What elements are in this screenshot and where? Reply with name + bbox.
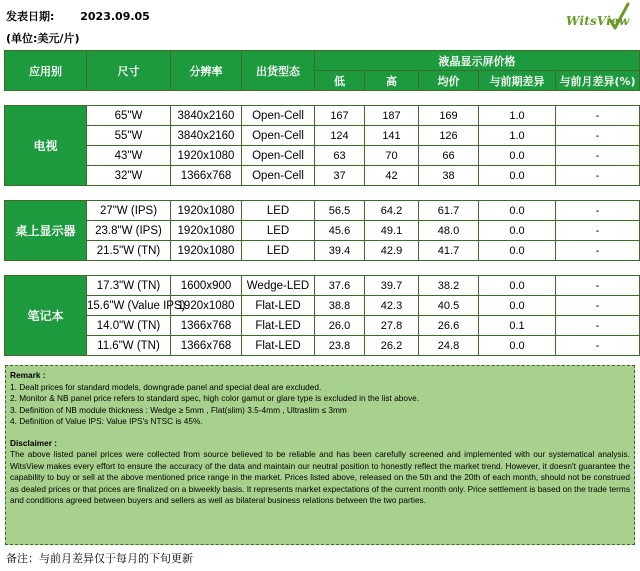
header-row-1: [5, 51, 640, 71]
cell-shipment: Open-Cell: [242, 146, 315, 166]
cell-vs-prev-month: -: [556, 316, 640, 336]
cell-size: 17.3"W (TN): [87, 276, 171, 296]
cell-high: 42: [365, 166, 419, 186]
remark-title: Remark :: [10, 370, 46, 380]
cell-vs-prev-month: -: [556, 221, 640, 241]
remark-item: 3. Definition of NB module thickness : Wedge ≥ 5mm , Flat(slim) 3.5-4mm , Ultraslim ≤ 3mm: [10, 404, 347, 415]
cell-resolution: 3840x2160: [171, 126, 242, 146]
cell-vs-prev-period: 1.0: [479, 106, 556, 126]
cell-shipment: LED: [242, 221, 315, 241]
cell-low: 124: [315, 126, 365, 146]
spacer-row: [5, 91, 640, 106]
cell-shipment: LED: [242, 201, 315, 221]
cell-low: 26.0: [315, 316, 365, 336]
cell-avg: 61.7: [419, 201, 479, 221]
cell-shipment: LED: [242, 241, 315, 261]
cell-size: 43"W: [87, 146, 171, 166]
cell-vs-prev-month: -: [556, 126, 640, 146]
cell-avg: 48.0: [419, 221, 479, 241]
cell-resolution: 1366x768: [171, 336, 242, 356]
cell-high: 42.9: [365, 241, 419, 261]
unit-label: (单位:美元/片): [6, 32, 80, 45]
cell-avg: 126: [419, 126, 479, 146]
publish-date-row: [6, 8, 150, 24]
cell-low: 37.6: [315, 276, 365, 296]
cell-vs-prev-month: -: [556, 166, 640, 186]
cell-vs-prev-month: -: [556, 276, 640, 296]
cell-size: 55"W: [87, 126, 171, 146]
cell-size: 23.8"W (IPS): [87, 221, 171, 241]
cell-high: 27.8: [365, 316, 419, 336]
publish-date-value: 2023.09.05: [80, 10, 150, 23]
remark-item: 1. Dealt prices for standard models, downgrade panel and special deal are excluded.: [10, 381, 322, 392]
publish-date-label: 发表日期:: [6, 10, 55, 23]
cell-resolution: 1920x1080: [171, 221, 242, 241]
col-header-shipment: 出货型态: [242, 51, 315, 91]
application-cell: 桌上显示器: [5, 201, 87, 261]
cell-avg: 38.2: [419, 276, 479, 296]
spacer-row: [5, 186, 640, 201]
table-row: [5, 241, 640, 261]
cell-resolution: 1920x1080: [171, 146, 242, 166]
spacer-cell: [5, 91, 640, 106]
cell-high: 26.2: [365, 336, 419, 356]
cell-vs-prev-period: 0.0: [479, 241, 556, 261]
cell-size: 65"W: [87, 106, 171, 126]
cell-low: 23.8: [315, 336, 365, 356]
cell-low: 37: [315, 166, 365, 186]
cell-low: 38.8: [315, 296, 365, 316]
cell-vs-prev-month: -: [556, 241, 640, 261]
cell-resolution: 1920x1080: [171, 241, 242, 261]
col-header-resolution: 分辨率: [171, 51, 242, 91]
cell-avg: 41.7: [419, 241, 479, 261]
cell-low: 39.4: [315, 241, 365, 261]
spacer-cell: [5, 186, 640, 201]
cell-vs-prev-period: 0.0: [479, 166, 556, 186]
col-header-vs-prev-period: 与前期差异: [479, 71, 556, 91]
col-header-price-group: 液晶显示屏价格: [315, 51, 640, 71]
cell-size: 11.6"W (TN): [87, 336, 171, 356]
cell-shipment: Flat-LED: [242, 316, 315, 336]
cell-resolution: 1920x1080: [171, 296, 242, 316]
table-body: [5, 91, 640, 356]
application-cell: 笔记本: [5, 276, 87, 356]
witsview-logo: [564, 2, 632, 44]
cell-vs-prev-month: -: [556, 336, 640, 356]
cell-avg: 26.6: [419, 316, 479, 336]
cell-low: 45.6: [315, 221, 365, 241]
remark-item: 2. Monitor & NB panel price refers to standard spec, high color gamut or glare type is excluded in the list above.: [10, 393, 420, 403]
col-header-low: 低: [315, 71, 365, 91]
cell-vs-prev-period: 0.0: [479, 296, 556, 316]
cell-avg: 38: [419, 166, 479, 186]
cell-resolution: 1366x768: [171, 166, 242, 186]
cell-high: 42.3: [365, 296, 419, 316]
panel-price-table: [4, 50, 640, 356]
cell-vs-prev-period: 1.0: [479, 126, 556, 146]
cell-size: 15.6"W (Value IPS): [87, 296, 171, 316]
cell-shipment: Open-Cell: [242, 166, 315, 186]
cell-low: 56.5: [315, 201, 365, 221]
cell-high: 49.1: [365, 221, 419, 241]
spacer-row: [5, 261, 640, 276]
cell-size: 21.5"W (TN): [87, 241, 171, 261]
cell-size: 32"W: [87, 166, 171, 186]
spacer-cell: [5, 261, 640, 276]
cell-high: 70: [365, 146, 419, 166]
table-row: [5, 106, 640, 126]
cell-low: 167: [315, 106, 365, 126]
cell-resolution: 1600x900: [171, 276, 242, 296]
cell-vs-prev-month: -: [556, 296, 640, 316]
cell-vs-prev-period: 0.1: [479, 316, 556, 336]
cell-vs-prev-period: 0.0: [479, 201, 556, 221]
remark-item: 4. Definition of Value IPS: Value IPS's NTSC is 45%.: [10, 416, 203, 426]
cell-shipment: Open-Cell: [242, 106, 315, 126]
col-header-vs-prev-month: 与前月差异(%): [556, 71, 640, 91]
cell-avg: 66: [419, 146, 479, 166]
cell-resolution: 1366x768: [171, 316, 242, 336]
table-row: [5, 146, 640, 166]
table-row: [5, 166, 640, 186]
cell-vs-prev-period: 0.0: [479, 146, 556, 166]
cell-shipment: Open-Cell: [242, 126, 315, 146]
table-row: [5, 221, 640, 241]
col-header-size: 尺寸: [87, 51, 171, 91]
disclaimer-text: The above listed panel prices were collected from source believed to be reliable and has been carefully screened and implemented with our systematical analysis. WitsView makes every effort to ensure the accuracy of the data and maintain our neutral position to honestly reflect the market trend. However, it doesn't guarantee the capability to buy or sell at the above mentioned price range in the market. Prices listed above, released on the 5th and the 20th of each month, should not be construed as dealed prices or that prices are finalized on a biweekly basis. It represents market expectations of the current month only. Price settlement is based on the trade terms and conditions agreed between buyers and sellers as well as bilateral business relations between the two parties.: [10, 449, 630, 505]
logo-text: WitsView: [566, 14, 630, 28]
cell-vs-prev-month: -: [556, 201, 640, 221]
cell-high: 39.7: [365, 276, 419, 296]
cell-low: 63: [315, 146, 365, 166]
col-header-high: 高: [365, 71, 419, 91]
cell-high: 187: [365, 106, 419, 126]
disclaimer-title: Disclaimer :: [10, 437, 58, 448]
cell-high: 64.2: [365, 201, 419, 221]
cell-shipment: Wedge-LED: [242, 276, 315, 296]
cell-vs-prev-period: 0.0: [479, 276, 556, 296]
table-row: [5, 296, 640, 316]
table-row: [5, 276, 640, 296]
remark-box: [5, 365, 635, 545]
cell-vs-prev-month: -: [556, 106, 640, 126]
cell-vs-prev-period: 0.0: [479, 221, 556, 241]
table-row: [5, 336, 640, 356]
application-cell: 电视: [5, 106, 87, 186]
cell-avg: 24.8: [419, 336, 479, 356]
cell-resolution: 1920x1080: [171, 201, 242, 221]
col-header-application: 应用别: [5, 51, 87, 91]
table-row: [5, 126, 640, 146]
table-row: [5, 316, 640, 336]
cell-vs-prev-period: 0.0: [479, 336, 556, 356]
footnote: 备注：与前月差异仅于每月的下旬更新: [6, 552, 193, 565]
cell-size: 14.0"W (TN): [87, 316, 171, 336]
cell-resolution: 3840x2160: [171, 106, 242, 126]
table-row: [5, 201, 640, 221]
cell-avg: 40.5: [419, 296, 479, 316]
cell-shipment: Flat-LED: [242, 336, 315, 356]
cell-vs-prev-month: -: [556, 146, 640, 166]
cell-high: 141: [365, 126, 419, 146]
cell-size: 27"W (IPS): [87, 201, 171, 221]
col-header-avg: 均价: [419, 71, 479, 91]
cell-avg: 169: [419, 106, 479, 126]
cell-shipment: Flat-LED: [242, 296, 315, 316]
